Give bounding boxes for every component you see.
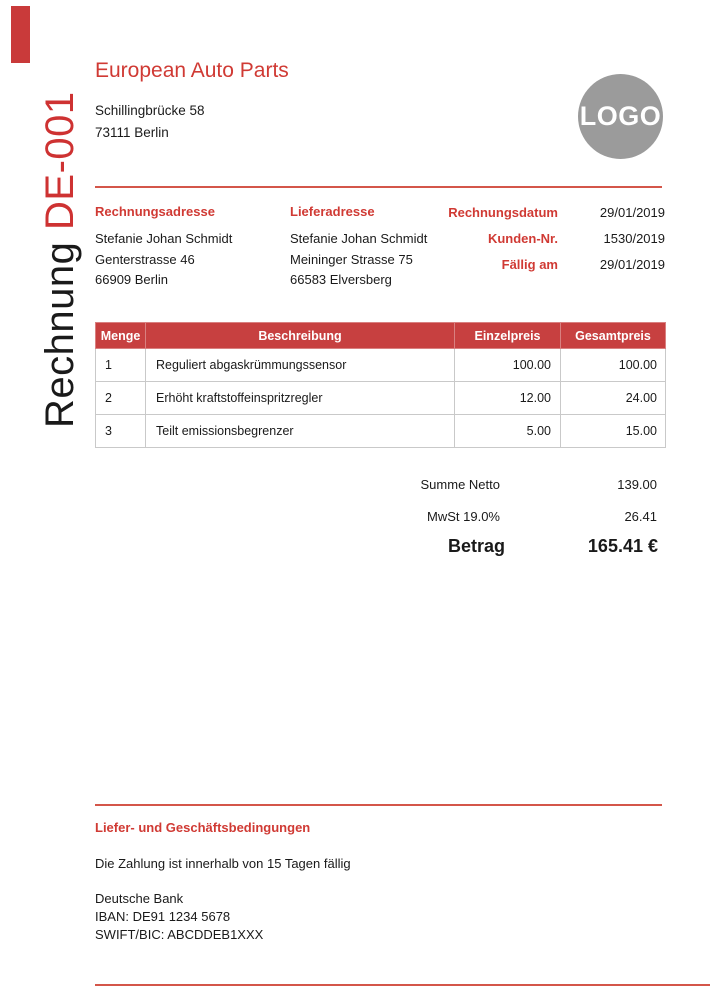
billing-title: Rechnungsadresse (95, 204, 215, 219)
tax-row (0, 509, 713, 527)
unit-price-cell: 5.00 (455, 415, 561, 448)
shipping-title: Lieferadresse (290, 204, 375, 219)
description-cell: Reguliert abgaskrümmungssensor (146, 349, 455, 382)
table-header-cell-gesamtpreis: Gesamtpreis (561, 323, 666, 349)
meta-label: Fällig am (501, 257, 558, 272)
description-cell: Erhöht kraftstoffeinspritzregler (146, 382, 455, 415)
seller-name: European Auto Parts (95, 59, 289, 82)
tax-label: MwSt 19.0% (427, 509, 500, 524)
line-total-cell: 24.00 (561, 382, 666, 415)
meta-label: Rechnungsdatum (448, 205, 558, 220)
seller-address-block (95, 100, 205, 144)
meta-row-customer-number (0, 231, 713, 248)
terms-title: Liefer- und Geschäftsbedingungen (95, 820, 311, 835)
meta-row-invoice-date (0, 205, 713, 222)
grand-total-value: 165.41 € (587, 536, 658, 556)
shipping-line: Stefanie Johan Schmidt (290, 231, 428, 246)
table-header-cell-beschreibung: Beschreibung (146, 323, 455, 349)
table-row (96, 415, 666, 448)
logo-text: LOGO (579, 101, 662, 131)
table-row (96, 349, 666, 382)
corner-accent-bar (11, 6, 30, 63)
qty-cell: 3 (96, 415, 146, 448)
items-table (95, 322, 666, 448)
subtotal-label: Summe Netto (420, 477, 500, 492)
qty-cell: 2 (96, 382, 146, 415)
header-divider-line (95, 186, 662, 188)
bank-iban: IBAN: DE91 1234 5678 (95, 909, 231, 924)
table-row (96, 382, 666, 415)
doc-type-label: Rechnung (38, 241, 82, 428)
meta-row-due-date (0, 257, 713, 274)
bank-name: Deutsche Bank (95, 891, 184, 906)
bank-swift: SWIFT/BIC: ABCDDEB1XXX (95, 927, 264, 942)
seller-address-line1: Schillingbrücke 58 (95, 103, 205, 118)
billing-line: 66909 Berlin (95, 272, 168, 287)
shipping-line: 66583 Elversberg (290, 272, 392, 287)
seller-address-line2: 73111 Berlin (95, 125, 169, 140)
footer-line (95, 984, 710, 986)
meta-value: 1530/2019 (603, 231, 665, 246)
grand-total-row (0, 536, 713, 558)
table-header-row (96, 323, 666, 349)
line-total-cell: 100.00 (561, 349, 666, 382)
meta-value: 29/01/2019 (599, 257, 665, 272)
line-total-cell: 15.00 (561, 415, 666, 448)
tax-value: 26.41 (624, 509, 657, 524)
grand-total-label: Betrag (447, 536, 505, 556)
unit-price-cell: 12.00 (455, 382, 561, 415)
billing-line: Stefanie Johan Schmidt (95, 231, 233, 246)
billing-line: Genterstrasse 46 (95, 251, 195, 267)
table-header-cell-einzelpreis: Einzelpreis (455, 323, 561, 349)
description-cell: Teilt emissionsbegrenzer (146, 415, 455, 448)
bank-details-block (95, 890, 263, 944)
qty-cell: 1 (96, 349, 146, 382)
doc-number-label: DE-001 (38, 91, 82, 230)
payment-terms-text: Die Zahlung ist innerhalb von 15 Tagen fällig (95, 856, 351, 871)
table-header-cell-menge: Menge (96, 323, 146, 349)
unit-price-cell: 100.00 (455, 349, 561, 382)
meta-label: Kunden-Nr. (487, 231, 558, 246)
subtotal-value: 139.00 (617, 477, 657, 492)
shipping-line: Meininger Strasse 75 (290, 251, 413, 267)
meta-value: 29/01/2019 (599, 205, 665, 220)
logo-badge (578, 74, 663, 159)
terms-divider-line (95, 804, 662, 806)
subtotal-row (0, 477, 713, 495)
